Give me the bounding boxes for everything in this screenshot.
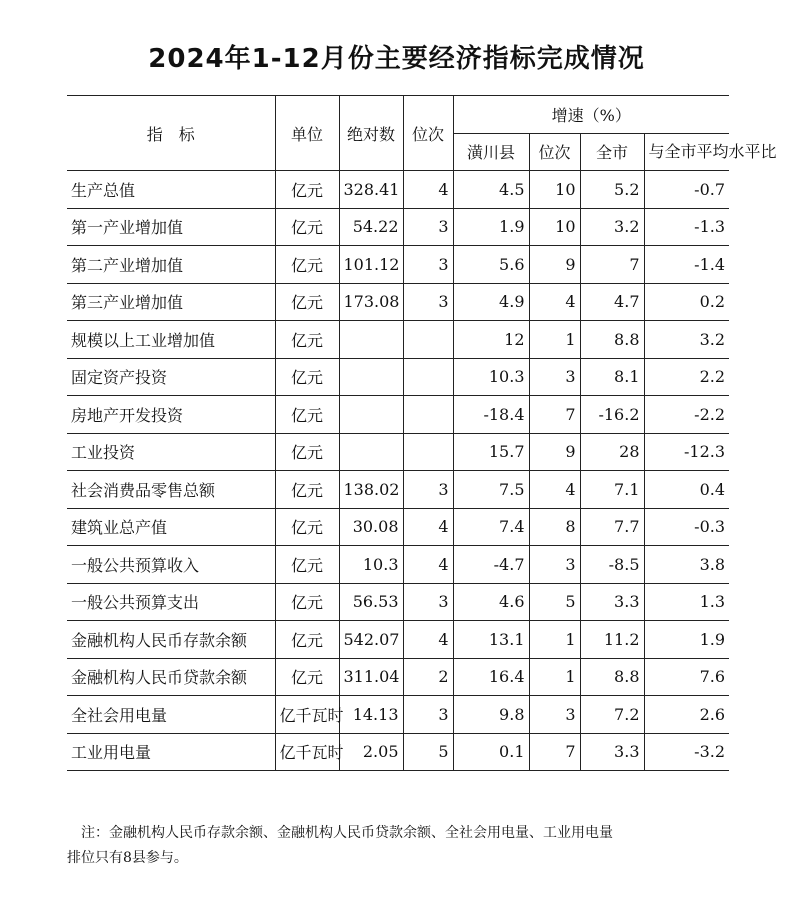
footnote: [67, 821, 747, 871]
unit-cell: 亿元: [275, 583, 339, 621]
absolute-value: [339, 358, 403, 396]
header-city: 全市: [580, 133, 644, 171]
growth-rank: 3: [529, 696, 580, 734]
unit-cell: 亿千瓦时: [275, 733, 339, 771]
growth-rank: 10: [529, 171, 580, 209]
footnote-line-1: 注：金融机构人民币存款余额、金融机构人民币贷款余额、全社会用电量、工业用电量: [81, 825, 613, 841]
header-growth-rank: 位次: [529, 133, 580, 171]
rank-value: 2: [403, 658, 453, 696]
growth-rank: 3: [529, 546, 580, 584]
indicator-name: 一般公共预算收入: [67, 546, 275, 584]
absolute-value: 2.05: [339, 733, 403, 771]
vs-city-diff: -1.3: [644, 208, 729, 246]
footnote-line-2: 排位只有8县参与。: [67, 850, 188, 866]
county-growth: 5.6: [453, 246, 529, 284]
growth-rank: 4: [529, 283, 580, 321]
county-growth: 4.9: [453, 283, 529, 321]
unit-cell: 亿元: [275, 508, 339, 546]
vs-city-diff: 7.6: [644, 658, 729, 696]
unit-cell: 亿元: [275, 658, 339, 696]
indicator-name: 生产总值: [67, 171, 275, 209]
city-growth: 8.1: [580, 358, 644, 396]
table-row: [67, 396, 729, 434]
growth-rank: 9: [529, 433, 580, 471]
absolute-value: [339, 396, 403, 434]
rank-value: 3: [403, 246, 453, 284]
rank-value: 3: [403, 283, 453, 321]
rank-value: 3: [403, 471, 453, 509]
city-growth: 5.2: [580, 171, 644, 209]
county-growth: 9.8: [453, 696, 529, 734]
vs-city-diff: -12.3: [644, 433, 729, 471]
vs-city-diff: 3.2: [644, 321, 729, 359]
absolute-value: 173.08: [339, 283, 403, 321]
indicator-name: 一般公共预算支出: [67, 583, 275, 621]
absolute-value: [339, 433, 403, 471]
growth-rank: 7: [529, 733, 580, 771]
vs-city-diff: -0.7: [644, 171, 729, 209]
city-growth: 3.2: [580, 208, 644, 246]
table-row: [67, 658, 729, 696]
growth-rank: 10: [529, 208, 580, 246]
county-growth: 12: [453, 321, 529, 359]
table-row: [67, 171, 729, 209]
indicator-name: 金融机构人民币贷款余额: [67, 658, 275, 696]
indicator-name: 金融机构人民币存款余额: [67, 621, 275, 659]
header-vs-city: 与全市平均水平比: [644, 133, 729, 171]
county-growth: -4.7: [453, 546, 529, 584]
absolute-value: 328.41: [339, 171, 403, 209]
unit-cell: 亿元: [275, 396, 339, 434]
growth-rank: 1: [529, 321, 580, 359]
absolute-value: 138.02: [339, 471, 403, 509]
rank-value: 4: [403, 546, 453, 584]
city-growth: 4.7: [580, 283, 644, 321]
indicator-name: 固定资产投资: [67, 358, 275, 396]
county-growth: 4.5: [453, 171, 529, 209]
indicator-name: 建筑业总产值: [67, 508, 275, 546]
city-growth: 28: [580, 433, 644, 471]
growth-rank: 1: [529, 658, 580, 696]
city-growth: 7: [580, 246, 644, 284]
growth-rank: 9: [529, 246, 580, 284]
unit-cell: 亿元: [275, 471, 339, 509]
page-title: 2024年1-12月份主要经济指标完成情况: [148, 44, 645, 74]
county-growth: 7.4: [453, 508, 529, 546]
city-growth: 8.8: [580, 321, 644, 359]
indicator-name: 全社会用电量: [67, 696, 275, 734]
indicator-name: 工业投资: [67, 433, 275, 471]
indicator-name: 工业用电量: [67, 733, 275, 771]
unit-cell: 亿千瓦时: [275, 696, 339, 734]
vs-city-diff: 2.6: [644, 696, 729, 734]
table-row: [67, 546, 729, 584]
table-row: [67, 433, 729, 471]
growth-rank: 1: [529, 621, 580, 659]
absolute-value: 14.13: [339, 696, 403, 734]
header-absolute: 绝对数: [339, 96, 403, 171]
indicator-name: 第三产业增加值: [67, 283, 275, 321]
unit-cell: 亿元: [275, 621, 339, 659]
vs-city-diff: 3.8: [644, 546, 729, 584]
absolute-value: 311.04: [339, 658, 403, 696]
county-growth: 15.7: [453, 433, 529, 471]
county-growth: 10.3: [453, 358, 529, 396]
unit-cell: 亿元: [275, 546, 339, 584]
vs-city-diff: 1.3: [644, 583, 729, 621]
vs-city-diff: 2.2: [644, 358, 729, 396]
growth-rank: 4: [529, 471, 580, 509]
table-row: [67, 208, 729, 246]
header-growth-group: 增速（%）: [453, 96, 729, 134]
header-rank: 位次: [403, 96, 453, 171]
vs-city-diff: 0.2: [644, 283, 729, 321]
header-unit: 单位: [275, 96, 339, 171]
table-row: [67, 508, 729, 546]
table-row: [67, 283, 729, 321]
indicator-name: 第二产业增加值: [67, 246, 275, 284]
city-growth: 11.2: [580, 621, 644, 659]
unit-cell: 亿元: [275, 246, 339, 284]
table-row: [67, 246, 729, 284]
header-indicator: 指 标: [67, 96, 275, 171]
table-row: [67, 321, 729, 359]
county-growth: 13.1: [453, 621, 529, 659]
absolute-value: 10.3: [339, 546, 403, 584]
table-body: [67, 171, 729, 771]
vs-city-diff: -2.2: [644, 396, 729, 434]
absolute-value: 542.07: [339, 621, 403, 659]
indicator-name: 房地产开发投资: [67, 396, 275, 434]
growth-rank: 3: [529, 358, 580, 396]
rank-value: [403, 358, 453, 396]
unit-cell: 亿元: [275, 433, 339, 471]
indicator-name: 规模以上工业增加值: [67, 321, 275, 359]
rank-value: 4: [403, 508, 453, 546]
city-growth: 7.7: [580, 508, 644, 546]
table-row: [67, 696, 729, 734]
rank-value: [403, 396, 453, 434]
rank-value: 5: [403, 733, 453, 771]
unit-cell: 亿元: [275, 358, 339, 396]
unit-cell: 亿元: [275, 321, 339, 359]
unit-cell: 亿元: [275, 283, 339, 321]
table-row: [67, 583, 729, 621]
county-growth: 1.9: [453, 208, 529, 246]
county-growth: 0.1: [453, 733, 529, 771]
rank-value: 3: [403, 696, 453, 734]
indicator-table: [67, 95, 777, 771]
table-row: [67, 358, 729, 396]
unit-cell: 亿元: [275, 171, 339, 209]
absolute-value: 56.53: [339, 583, 403, 621]
rank-value: [403, 433, 453, 471]
indicator-name: 社会消费品零售总额: [67, 471, 275, 509]
county-growth: 7.5: [453, 471, 529, 509]
header-county: 潢川县: [453, 133, 529, 171]
absolute-value: 30.08: [339, 508, 403, 546]
city-growth: 3.3: [580, 733, 644, 771]
city-growth: -16.2: [580, 396, 644, 434]
vs-city-diff: -1.4: [644, 246, 729, 284]
absolute-value: 101.12: [339, 246, 403, 284]
vs-city-diff: 0.4: [644, 471, 729, 509]
indicator-name: 第一产业增加值: [67, 208, 275, 246]
growth-rank: 8: [529, 508, 580, 546]
rank-value: 3: [403, 208, 453, 246]
rank-value: 4: [403, 621, 453, 659]
city-growth: -8.5: [580, 546, 644, 584]
rank-value: 4: [403, 171, 453, 209]
rank-value: [403, 321, 453, 359]
table-row: [67, 471, 729, 509]
county-growth: 4.6: [453, 583, 529, 621]
vs-city-diff: 1.9: [644, 621, 729, 659]
absolute-value: [339, 321, 403, 359]
rank-value: 3: [403, 583, 453, 621]
unit-cell: 亿元: [275, 208, 339, 246]
vs-city-diff: -3.2: [644, 733, 729, 771]
city-growth: 3.3: [580, 583, 644, 621]
city-growth: 7.1: [580, 471, 644, 509]
table-row: [67, 621, 729, 659]
county-growth: -18.4: [453, 396, 529, 434]
city-growth: 7.2: [580, 696, 644, 734]
absolute-value: 54.22: [339, 208, 403, 246]
city-growth: 8.8: [580, 658, 644, 696]
county-growth: 16.4: [453, 658, 529, 696]
growth-rank: 7: [529, 396, 580, 434]
table-row: [67, 733, 729, 771]
vs-city-diff: -0.3: [644, 508, 729, 546]
growth-rank: 5: [529, 583, 580, 621]
